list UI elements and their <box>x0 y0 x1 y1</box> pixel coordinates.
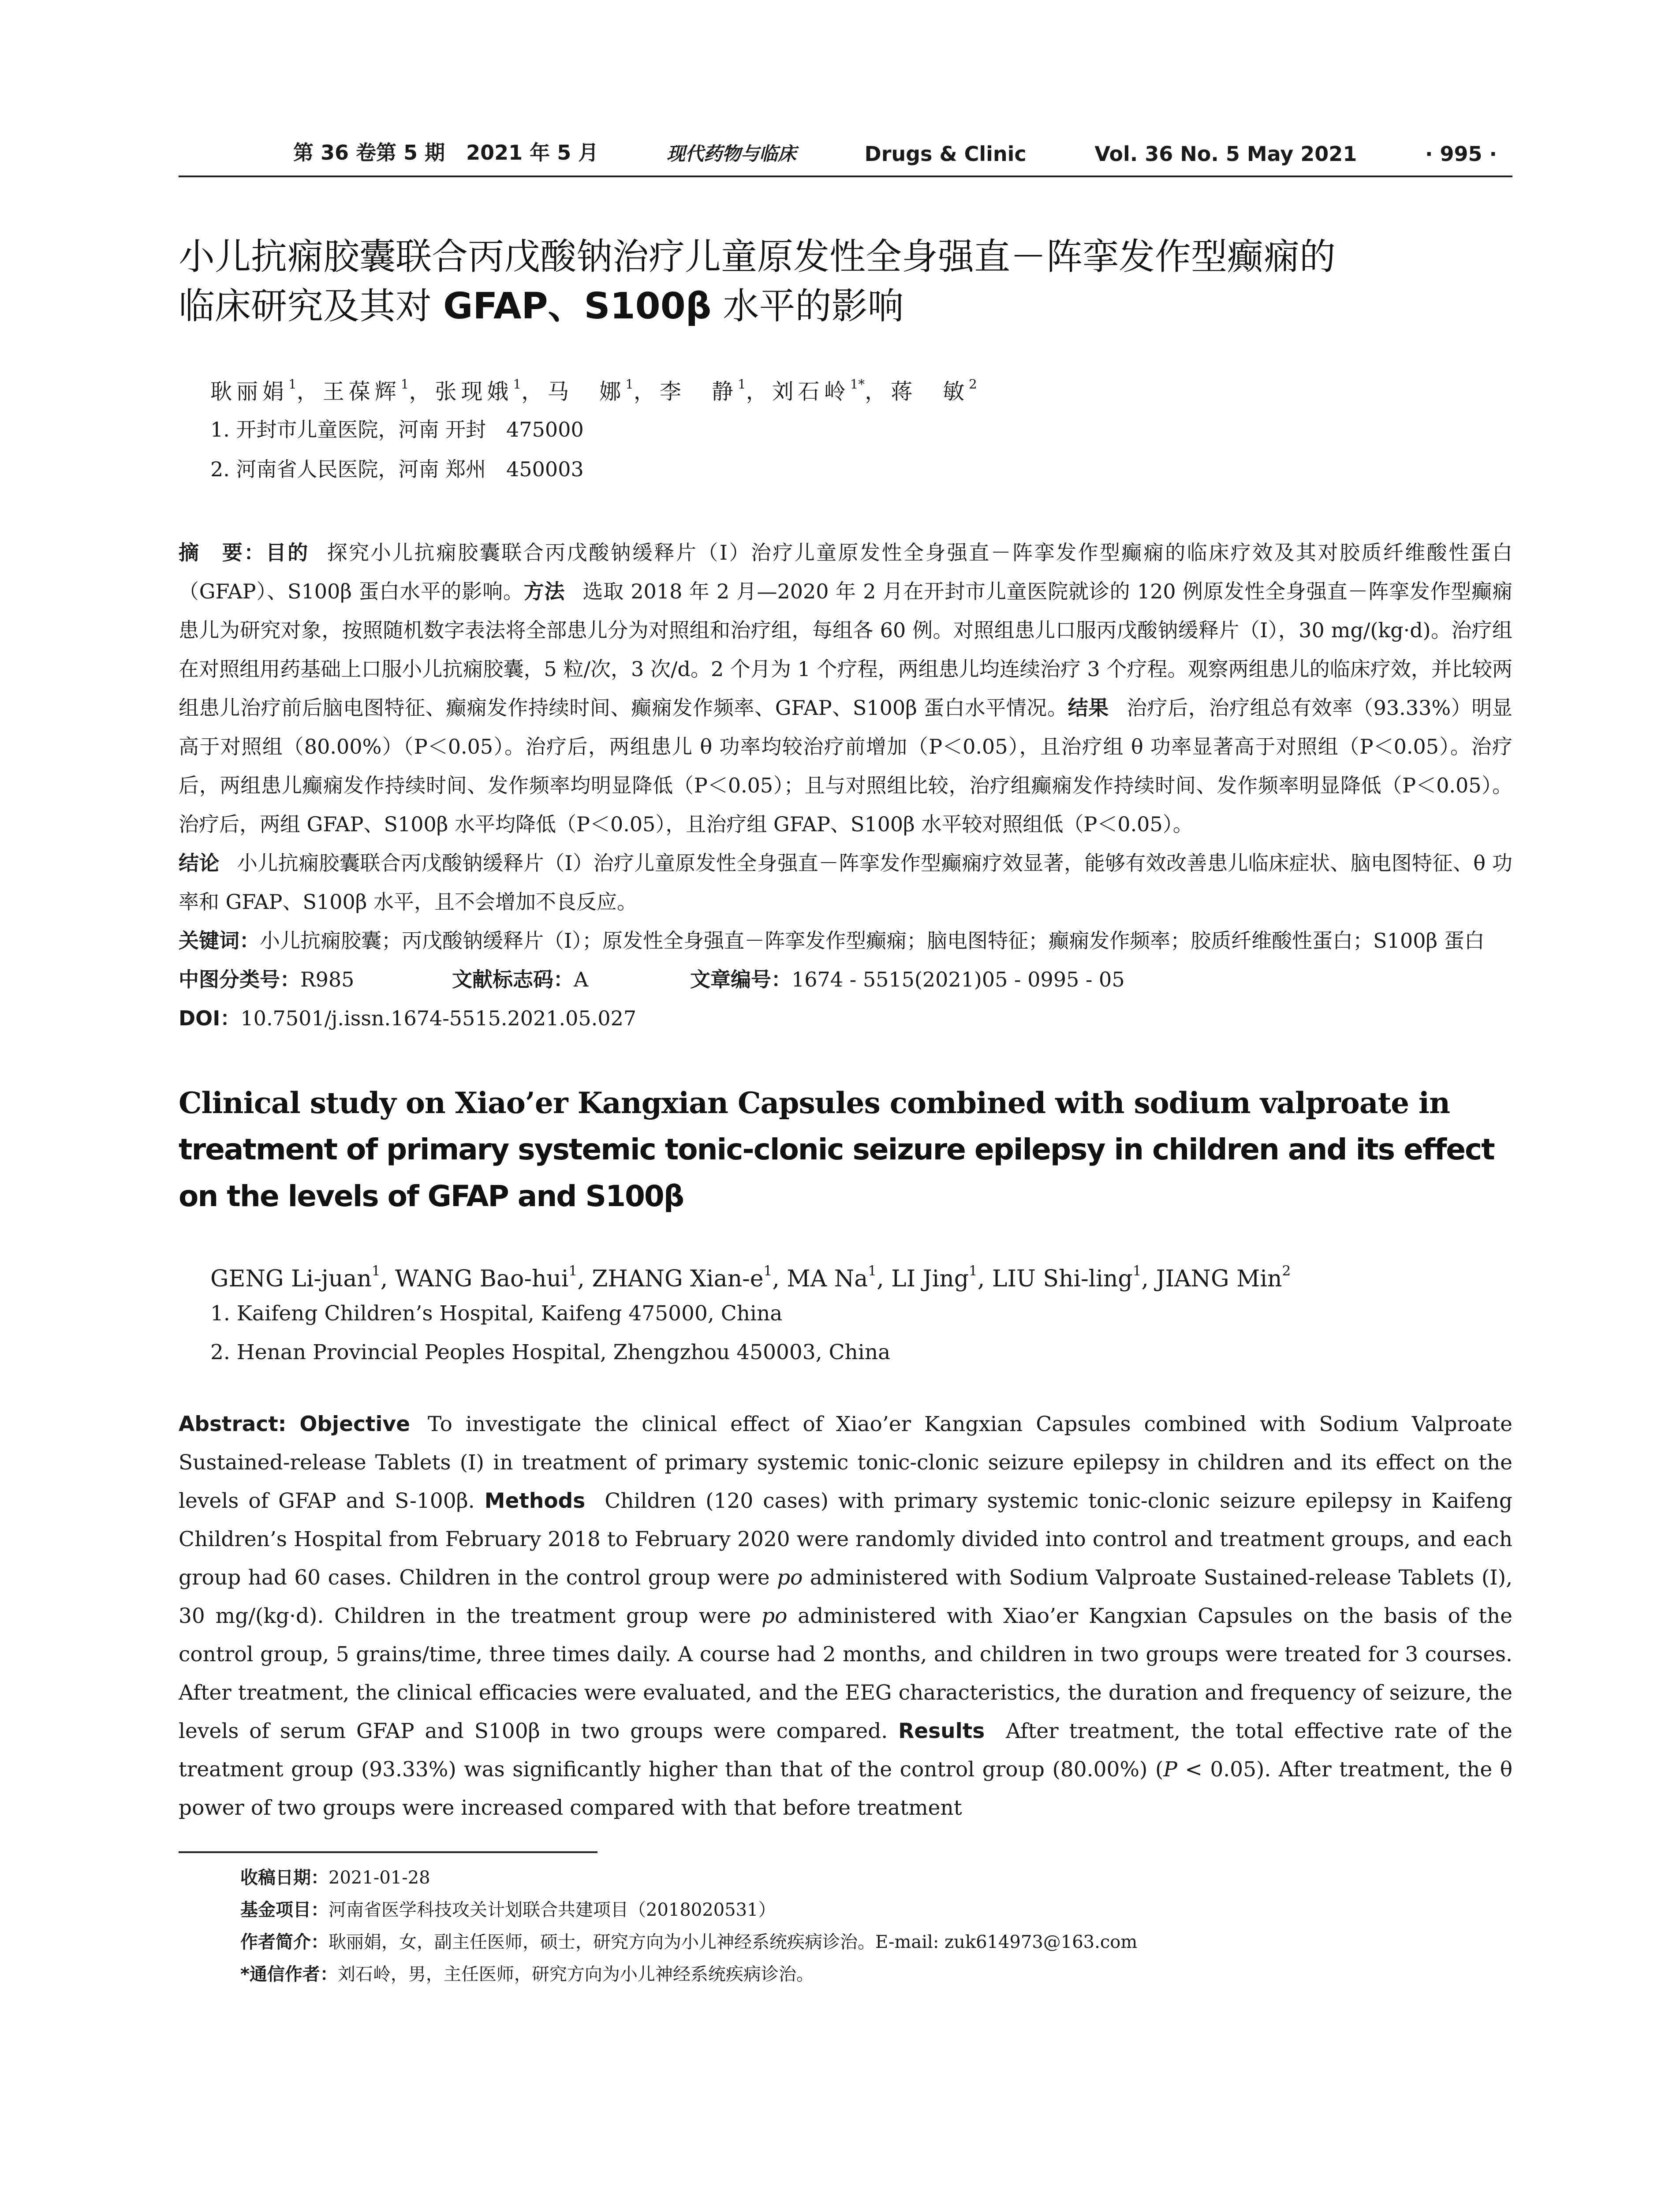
objective-en: To investigate the clinical effect of Xiao’er Kangxian Capsules combined with Sodium Valproate Sustained-release Tablets (I) in treatment of primary systemic tonic-clonic seizure epilepsy in children and its effect on the levels of GFAP and S-100β. <box>179 1412 1512 1514</box>
footnote-funding: 基金项目：河南省医学科技攻关计划联合共建项目（2018020531） <box>240 1900 776 1921</box>
affiliation-cn-2: 2. 河南省人民医院，河南 郑州 450003 <box>210 457 584 481</box>
abstract-en: Abstract: Objective To investigate the clinical effect of Xiao’er Kangxian Capsules combined with Sodium Valproate Sustained-release Tablets (I) in treatment of primary systemic tonic-clonic seizure epilepsy in children and its effect on the levels of GFAP and S-100β. Methods Children (120 cases) with primary systemic tonic-clonic seizure epilepsy in Kaifeng Children’s Hospital from February 2018 to February 2020 were randomly divided into control and treatment groups, and each group had 60 cases. Children in the control group were po administered with Sodium Valproate Sustained-release Tablets (I), 30 mg/(kg·d). Children in the treatment group were po administered with Xiao’er Kangxian Capsules on the basis of the control group, 5 grains/time, three times daily. A course had 2 months, and children in two groups were treated for 3 courses. After treatment, the clinical efficacies were evaluated, and the EEG characteristics, the duration and frequency of seizure, the levels of serum GFAP and S100β in two groups were compared. Results After treatment, the total effective rate of the treatment group (93.33%) was significantly higher than that of the control group (80.00%) (P < 0.05). After treatment, the θ power of two groups were increased compared with that before treatment <box>179 1412 1513 1820</box>
methods-label-en: Methods <box>484 1489 586 1514</box>
header-journal-cn: 现代药物与临床 <box>666 143 796 164</box>
header-issue-cn: 第 36 卷第 5 期 2021 年 5 月 <box>293 141 599 164</box>
conclusion-label-cn: 结论 <box>179 851 220 875</box>
title-en-line2: treatment of primary systemic tonic-clonic seizure epilepsy in children and its effect <box>179 1132 1494 1166</box>
title-en <box>179 1080 1512 1220</box>
footnotes <box>240 1862 1512 1991</box>
abstract-en-label: Abstract: <box>179 1412 287 1437</box>
footnote-author-bio: 作者简介：耿丽娟，女，副主任医师，硕士，研究方向为小儿神经系统疾病诊治。E-mail: zuk614973@163.com <box>240 1932 1138 1953</box>
methods-label-cn: 方法 <box>523 579 565 603</box>
affiliation-cn-1: 1. 开封市儿童医院，河南 开封 475000 <box>210 417 584 441</box>
objective-label-cn: 目的 <box>265 540 310 564</box>
results-cn: 治疗后，治疗组总有效率（93.33%）明显高于对照组（80.00%）（P＜0.05）。治疗后，两组患儿 θ 功率均较治疗前增加（P＜0.05），且治疗组 θ 功率显著高于对照组（P＜0.05）。治疗后，两组患儿癫痫发作持续时间、发作频率均明显降低（P＜0.05）；且与对照组比较，治疗组癫痫发作持续时间、发作频率明显降低（P＜0.05）。治疗后，两组 GFAP、S100β 水平均降低（P＜0.05），且治疗组 GFAP、S100β 水平较对照组低（P＜0.05）。 <box>179 695 1512 836</box>
keywords-cn: 小儿抗痫胶囊；丙戊酸钠缓释片（I）；原发性全身强直－阵挛发作型癫痫；脑电图特征；癫痫发作频率；胶质纤维酸性蛋白；S100β 蛋白 <box>260 928 1485 953</box>
objective-label-en: Objective <box>299 1412 410 1437</box>
title-cn <box>179 232 1512 331</box>
results-label-cn: 结果 <box>1068 695 1109 720</box>
title-en-line1: Clinical study on Xiao’er Kangxian Capsules combined with sodium valproate in <box>179 1085 1450 1120</box>
header-issue-en: Vol. 36 No. 5 May 2021 <box>1094 142 1357 166</box>
abstract-cn-label: 摘 要： <box>179 540 266 564</box>
affiliation-en-2: 2. Henan Provincial Peoples Hospital, Zhengzhou 450003, China <box>210 1340 891 1365</box>
abstract-cn <box>179 533 1512 960</box>
conclusion-cn: 小儿抗痫胶囊联合丙戊酸钠缓释片（I）治疗儿童原发性全身强直－阵挛发作型癫痫疗效显著，能够有效改善患儿临床症状、脑电图特征、θ 功率和 GFAP、S100β 水平，且不会增加不良反应。 <box>179 851 1512 914</box>
clc-number: R985 <box>300 967 355 991</box>
running-header <box>179 137 1512 177</box>
doi-line: DOI：10.7501/j.issn.1674-5515.2021.05.027 <box>179 1006 637 1030</box>
footnote-received: 收稿日期：2021-01-28 <box>240 1868 430 1888</box>
title-en-line3: on the levels of GFAP and S100β <box>179 1179 684 1213</box>
title-cn-line1: 小儿抗痫胶囊联合丙戊酸钠治疗儿童原发性全身强直－阵挛发作型癫痫的 <box>179 236 1336 278</box>
paper-page <box>179 137 1512 1991</box>
classification-line: 中图分类号：R985 文献标志码：A 文章编号：1674 - 5515(2021)05 - 0995 - 05 <box>179 967 1125 991</box>
objective-cn: 探究小儿抗痫胶囊联合丙戊酸钠缓释片（I）治疗儿童原发性全身强直－阵挛发作型癫痫的临床疗效及其对胶质纤维酸性蛋白（GFAP）、S100β 蛋白水平的影响。 <box>179 540 1513 603</box>
footnote-corresponding: *通信作者：刘石岭，男，主任医师，研究方向为小儿神经系统疾病诊治。 <box>240 1964 814 1985</box>
article-number: 1674 - 5515(2021)05 - 0995 - 05 <box>791 967 1125 991</box>
header-journal-en: Drugs & Clinic <box>864 142 1027 166</box>
results-label-en: Results <box>898 1719 985 1744</box>
doi-link[interactable]: 10.7501/j.issn.1674-5515.2021.05.027 <box>240 1006 637 1030</box>
affiliation-en-1: 1. Kaifeng Children’s Hospital, Kaifeng 475000, China <box>210 1301 783 1326</box>
header-page-number: · 995 · <box>1425 142 1497 166</box>
authors-en: GENG Li-juan$^1$, WANG Bao-hui$^1$, ZHANG Xian-$e^1$, MA Na$^1$, LI Jing$^1$, LIU Shi-ling$^1$, JIANG Min$^2$ <box>210 1263 1291 1292</box>
footnote-divider <box>179 1851 597 1853</box>
document-code: A <box>574 967 589 991</box>
title-cn-line2: 临床研究及其对 GFAP、S100β 水平的影响 <box>179 285 904 327</box>
authors-cn: 耿丽娟$^1$，王葆辉$^1$，张现娥$^1$，马 娜$^1$，李 静$^1$，刘石岭$^{1*}$，蒋 敏$^2$ <box>210 377 977 404</box>
keywords-label-cn: 关键词： <box>179 928 260 953</box>
methods-cn: 选取 2018 年 2 月—2020 年 2 月在开封市儿童医院就诊的 120 例原发性全身强直－阵挛发作型癫痫患儿为研究对象，按照随机数字表法将全部患儿分为对照组和治疗组，每组各 60 例。对照组患儿口服丙戊酸钠缓释片（I），30 mg/(kg·d)。治疗组在对照组用药基础上口服小儿抗痫胶囊，5 粒/次，3 次/d。2 个月为 1 个疗程，两组患儿均连续治疗 3 个疗程。观察两组患儿的临床疗效，并比较两组患儿治疗前后脑电图特征、癫痫发作持续时间、癫痫发作频率、GFAP、S100β 蛋白水平情况。 <box>179 579 1512 720</box>
